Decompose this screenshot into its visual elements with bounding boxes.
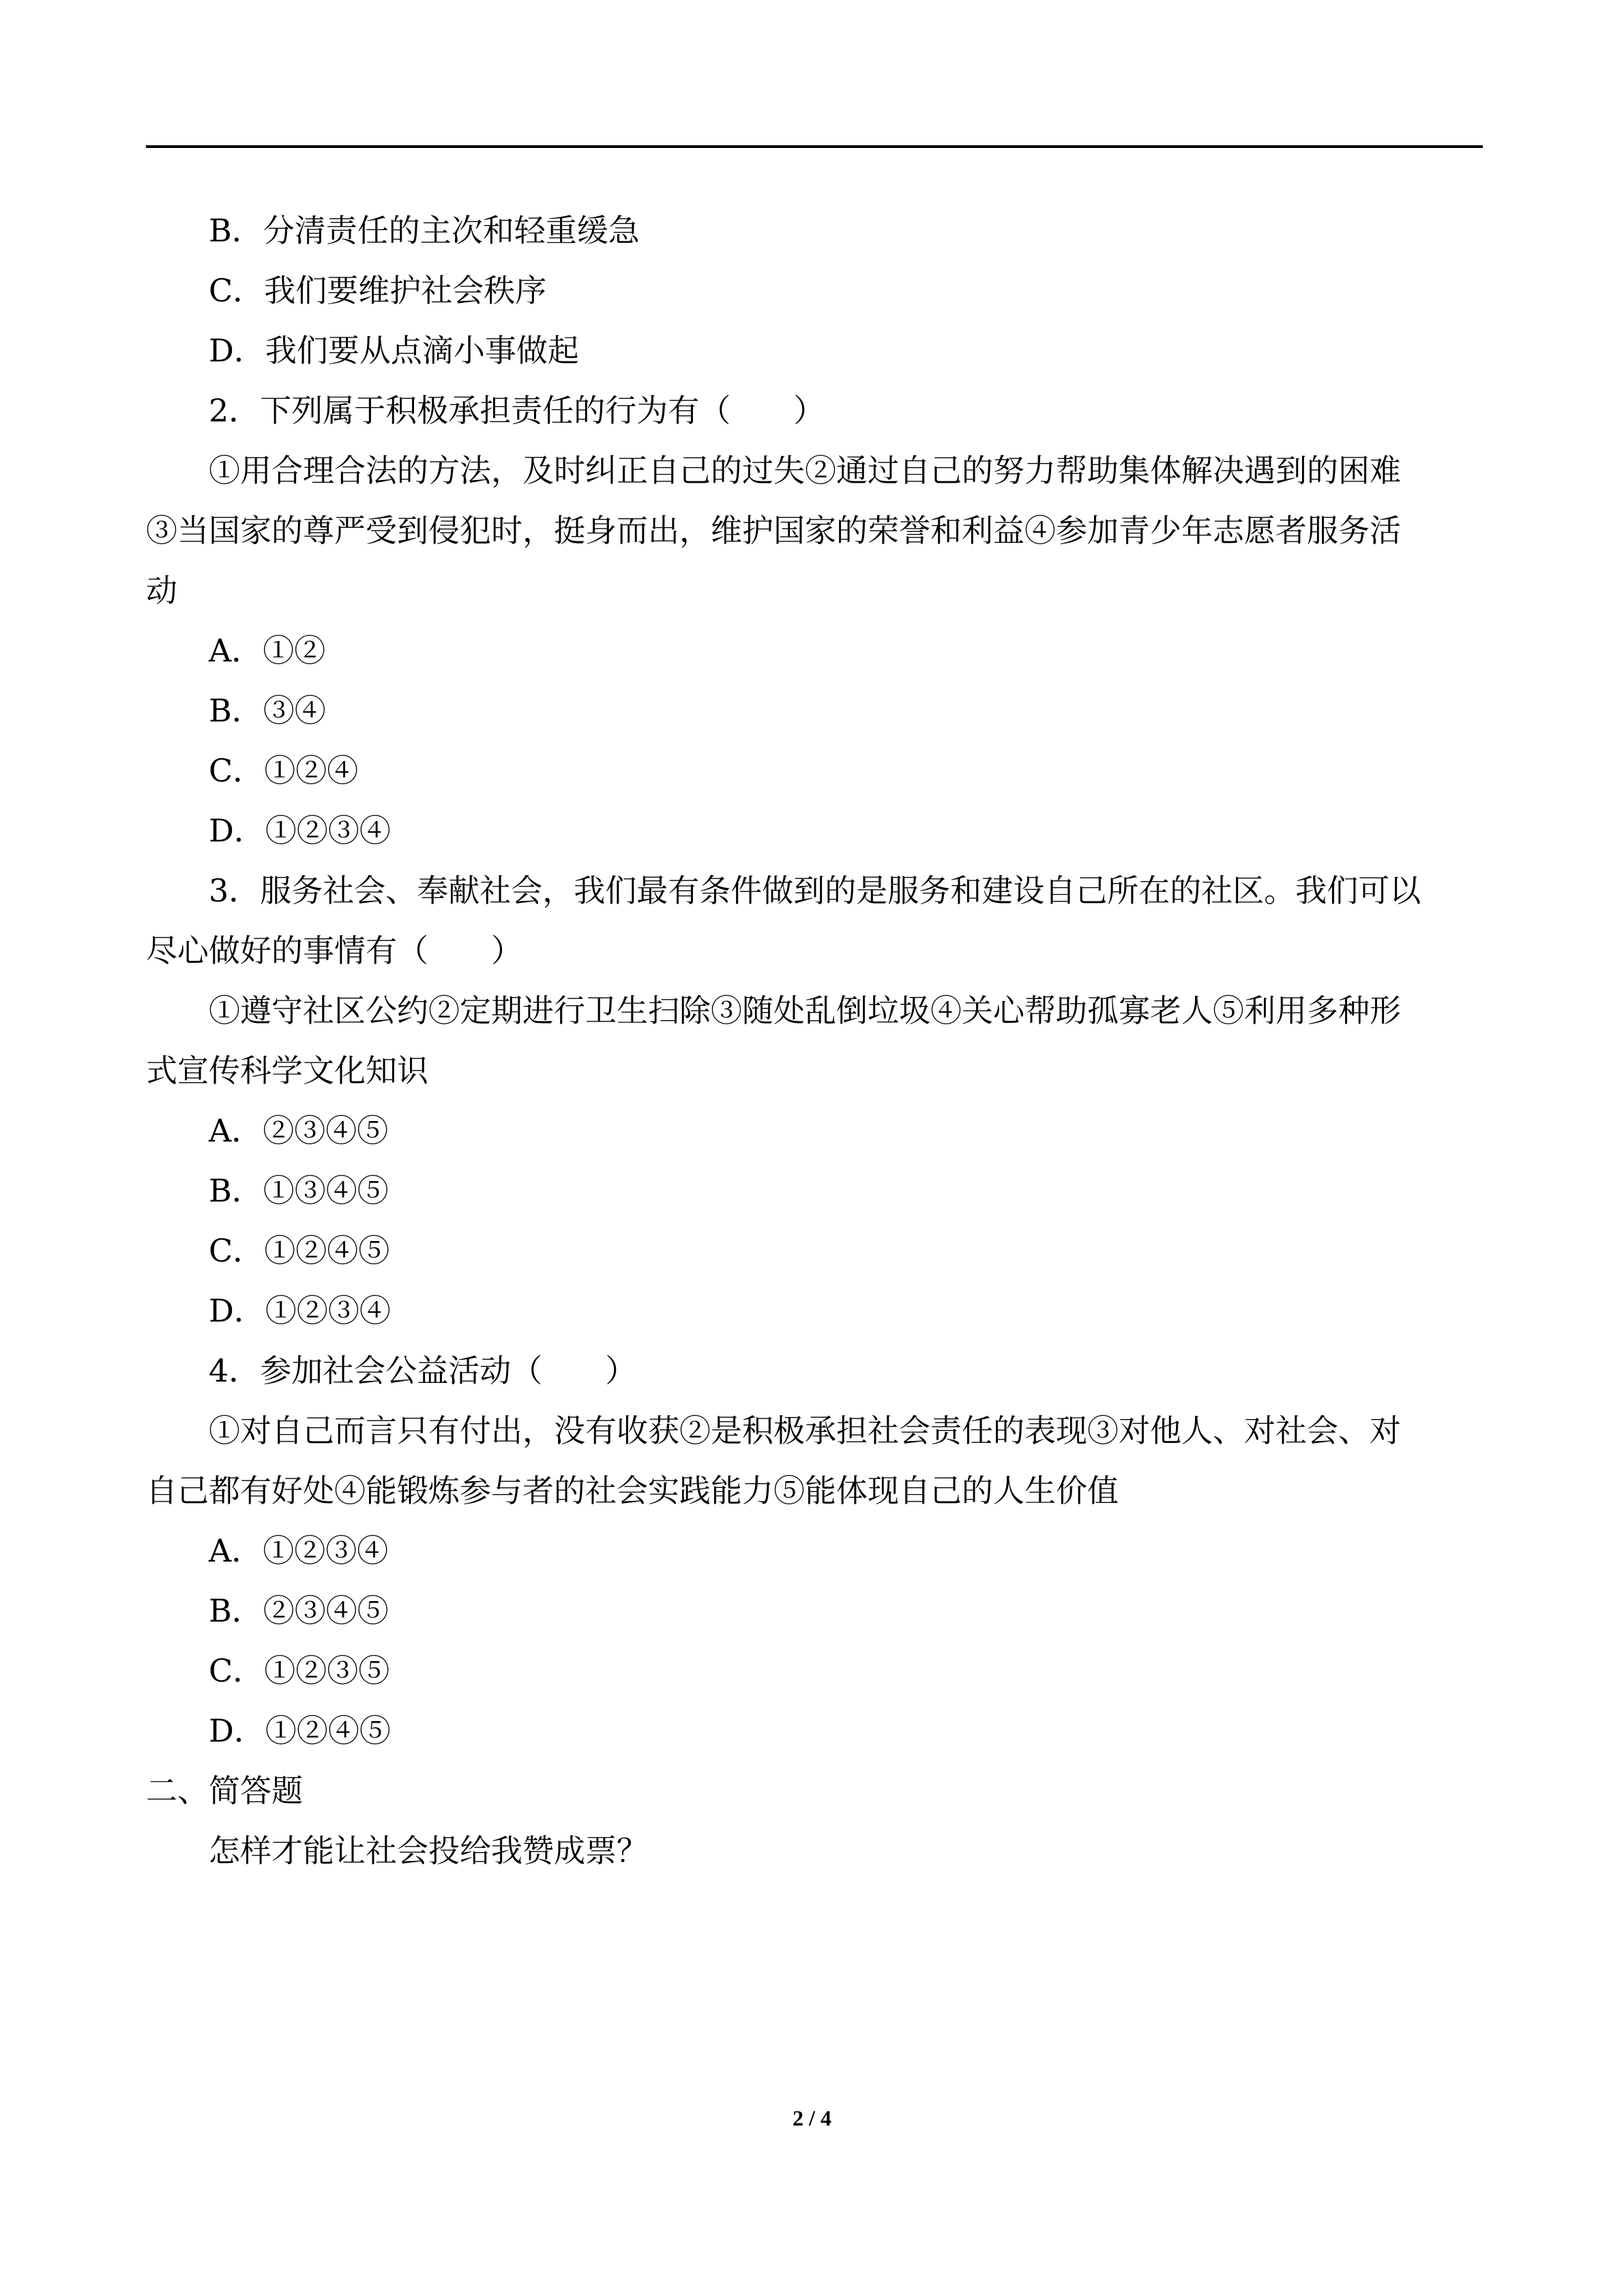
q4-statements-line-2: 自己都有好处④能锻炼参与者的社会实践能力⑤能体现自己的人生价值 [146, 1472, 1119, 1509]
q2-option-b: B．③④ [209, 692, 326, 729]
q2-option-a: A．①② [209, 632, 326, 669]
q1-option-c: C．我们要维护社会秩序 [209, 272, 547, 309]
section-2-question: 怎样才能让社会投给我赞成票？ [209, 1832, 648, 1869]
q2-statements-line-1: ①用合理合法的方法，及时纠正自己的过失②通过自己的努力帮助集体解决遇到的困难 [209, 452, 1401, 489]
q3-option-a: A．②③④⑤ [209, 1112, 389, 1149]
q4-stem: 4．参加社会公益活动（ ） [209, 1352, 637, 1389]
header-rule [146, 145, 1483, 148]
q4-option-d: D．①②④⑤ [209, 1712, 391, 1749]
q4-statements-line-1: ①对自己而言只有付出，没有收获②是积极承担社会责任的表现③对他人、对社会、对 [209, 1412, 1401, 1449]
q2-option-d: D．①②③④ [209, 812, 391, 849]
page-number: 2 / 4 [793, 2106, 831, 2130]
q3-stem-line-1: 3．服务社会、奉献社会，我们最有条件做到的是服务和建设自己所在的社区。我们可以 [209, 872, 1421, 909]
q2-statements-line-3: 动 [146, 572, 177, 609]
section-2-heading: 二、简答题 [146, 1772, 303, 1809]
q1-option-b: B．分清责任的主次和轻重缓急 [209, 212, 640, 249]
document-body [146, 200, 1483, 1881]
q2-statements-line-2: ③当国家的尊严受到侵犯时，挺身而出，维护国家的荣誉和利益④参加青少年志愿者服务活 [146, 512, 1401, 549]
q4-option-a: A．①②③④ [209, 1532, 389, 1569]
q3-option-d: D．①②③④ [209, 1292, 391, 1329]
q2-stem: 2．下列属于积极承担责任的行为有（ ） [209, 392, 825, 429]
q4-option-b: B．②③④⑤ [209, 1592, 389, 1629]
q3-statements-line-2: 式宣传科学文化知识 [146, 1052, 428, 1089]
q1-option-d: D．我们要从点滴小事做起 [209, 332, 579, 369]
q4-option-c: C．①②③⑤ [209, 1652, 390, 1689]
q3-statements-line-1: ①遵守社区公约②定期进行卫生扫除③随处乱倒垃圾④关心帮助孤寡老人⑤利用多种形 [209, 992, 1401, 1029]
q2-option-c: C．①②④ [209, 752, 359, 789]
q3-option-c: C．①②④⑤ [209, 1232, 390, 1269]
q3-option-b: B．①③④⑤ [209, 1172, 389, 1209]
q3-stem-line-2: 尽心做好的事情有（ ） [146, 932, 522, 969]
